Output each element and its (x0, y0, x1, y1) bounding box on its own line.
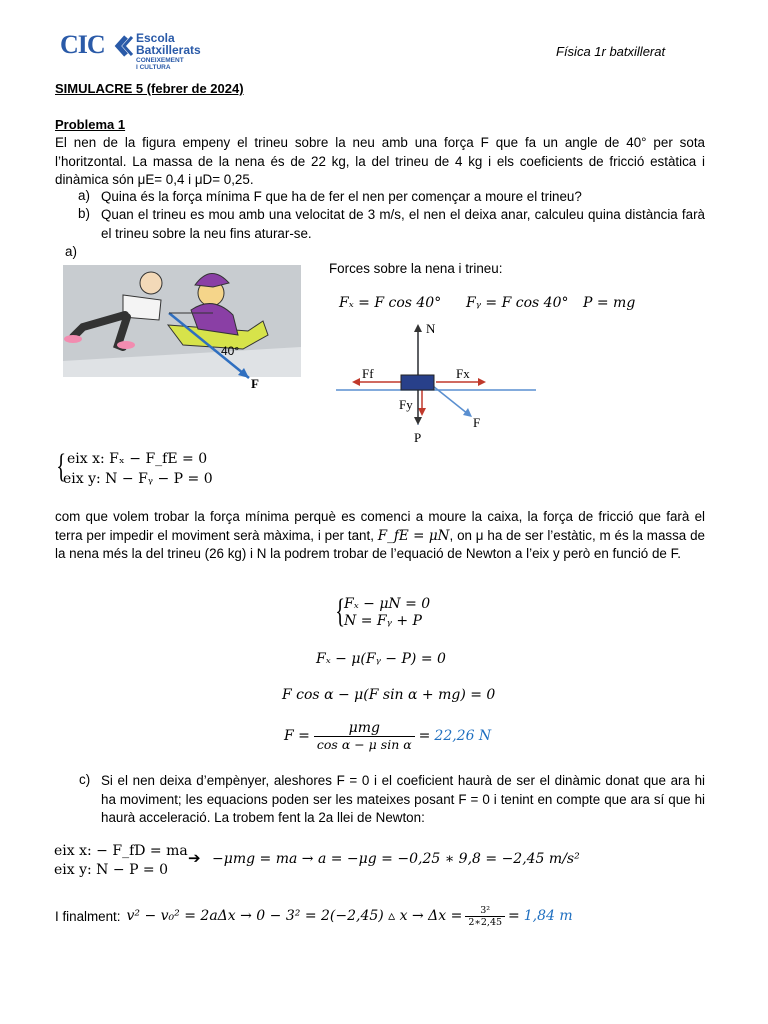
newton-eq-x: eix x: − F_fD = ma (54, 843, 188, 859)
question-b-text: Quan el trineu es mou amb una velocitat de 3 m/s, el nen el deixa anar, calculeu quina distància farà el trineu sobre la neu fins aturar-se. (101, 207, 705, 241)
eq-f-lhs: F = (284, 728, 310, 744)
eq-fy: Fᵧ = F cos 40° (466, 295, 569, 311)
fbd-label-p: P (414, 430, 422, 445)
eq-fx: Fₓ = F cos 40° (339, 295, 442, 311)
part-c-text: Si el nen deixa d’empènyer, aleshores F = 0 i el coeficient haurà de ser el dinàmic donat que ara hi ha moviment; les equacions poden ser les mateixes posant F = 0 i tenint en compte que ara sí que hi haurà acceleració. La trobem fent la 2a llei de Newton: (101, 773, 705, 825)
logo-line-3: CONEIXEMENT (136, 57, 184, 64)
explanation-part-2: , on μ ha de ser l’estàtic, m és la massa de la nena més la del trineu (26 kg) i N la podrem trobar de l’equació de Newton a l’eix y però en funció de F. (55, 527, 705, 561)
eq-force-solution (284, 716, 491, 756)
eq-f-fraction (314, 720, 415, 752)
logo-emblem-icon (112, 35, 134, 57)
eq-expanded: F cos α − μ(F sin α + mg) = 0 (282, 687, 496, 703)
forces-title: Forces sobre la nena i trineu: (329, 261, 503, 276)
course-label: Física 1r batxillerat (556, 44, 666, 59)
eq-f-denominator: cos α − μ sin α (316, 737, 412, 752)
system2-line-1: Fₓ − μN = 0 (344, 596, 431, 612)
brace-1: { (56, 448, 67, 485)
final-numerator: 3² (465, 905, 505, 917)
system-x: eix x: Fₓ − F_fE = 0 (67, 451, 208, 467)
logo-mark: CIC (60, 30, 105, 59)
final-eq: v² − v₀² = 2aΔx → 0 − 3² = 2(−2,45) ▵ x → Δx = (126, 908, 463, 924)
part-a-label: a) (65, 244, 77, 259)
sled-illustration (63, 265, 301, 391)
brace-2: { (335, 593, 346, 630)
problem-heading: Problema 1 (55, 117, 126, 132)
fbd-drawing (336, 320, 536, 450)
fbd-label-ff: Ff (362, 366, 374, 381)
page-title: SIMULACRE 5 (febrer de 2024) (55, 81, 244, 96)
angle-label: 40° (221, 344, 240, 358)
final-denominator: 2∗2,45 (468, 916, 503, 928)
logo-line-1: Escola (136, 31, 175, 45)
fbd-label-fx: Fx (456, 366, 470, 381)
question-b-label: b) (78, 206, 90, 221)
final-equals: = (508, 908, 520, 924)
explanation-eq: F_fE = μN (377, 527, 450, 544)
result-distance: 1,84 m (523, 908, 573, 924)
explanation (55, 508, 705, 564)
part-c-label: c) (79, 772, 91, 787)
logo-line-4: I CULTURA (136, 64, 171, 71)
school-logo (60, 30, 220, 74)
force-label: F (251, 376, 259, 391)
eq-f-numerator: μmg (314, 720, 415, 737)
free-body-diagram (336, 320, 536, 450)
sled-drawing (63, 265, 301, 391)
eq-substitution: Fₓ − μ(Fᵧ − P) = 0 (316, 651, 446, 667)
acceleration-eq: −μmg = ma → a = −μg = −0,25 ∗ 9,8 = −2,45 m/s² (212, 851, 580, 867)
final-line (55, 903, 573, 929)
fbd-label-fy: Fy (399, 397, 413, 412)
logo-line-2: Batxillerats (136, 43, 201, 57)
newton-eq-y: eix y: N − P = 0 (54, 862, 169, 878)
final-label: I finalment: (55, 908, 121, 924)
question-a-text: Quina és la força mínima F que ha de fer el nen per començar a moure el trineu? (101, 189, 582, 204)
fbd-label-f: F (473, 415, 481, 430)
system-y: eix y: N − Fᵧ − P = 0 (63, 471, 213, 487)
implies-arrow-icon: ➔ (188, 850, 201, 867)
problem-statement: El nen de la figura empeny el trineu sobre la neu amb una força F que fa un angle de 40° per sota l’horitzontal. La massa de la nena és de 22 kg, la del trineu de 4 kg i els coeficients de fricció estàtica i dinàmica són μE= 0,4 i μD= 0,25. (55, 135, 705, 187)
fbd-label-n: N (426, 321, 436, 336)
explanation-part-1: com que volem trobar la força mínima perquè es comenci a moure la caixa, la força de fricció que farà el terra per impedir el moviment serà màxima, i per tant, (55, 509, 705, 543)
final-fraction (465, 905, 505, 928)
eq-f-equals: = (418, 728, 431, 744)
system2-line-2: N = Fᵧ + P (344, 613, 422, 629)
question-a-label: a) (78, 188, 90, 203)
eq-p: P = mg (583, 295, 636, 311)
result-force: 22,26 N (434, 728, 492, 744)
